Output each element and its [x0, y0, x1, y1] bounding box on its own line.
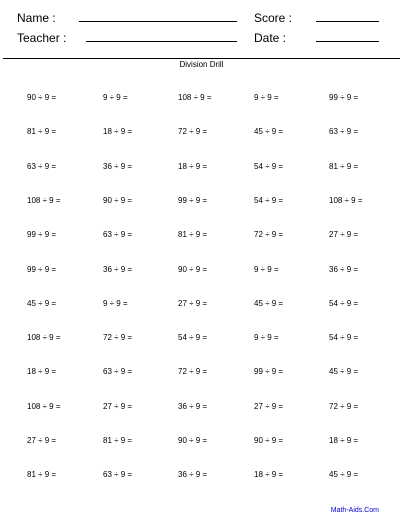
problem-r4-c1: 108 ÷ 9 = [27, 196, 61, 205]
score-label: Score : [254, 11, 293, 25]
problem-r11-c2: 81 ÷ 9 = [103, 436, 133, 445]
problem-r12-c3: 36 ÷ 9 = [178, 470, 208, 479]
problem-r8-c1: 108 ÷ 9 = [27, 333, 61, 342]
problem-r5-c3: 81 ÷ 9 = [178, 230, 208, 239]
problem-r12-c1: 81 ÷ 9 = [27, 470, 57, 479]
problem-r5-c2: 63 ÷ 9 = [103, 230, 133, 239]
problem-r7-c3: 27 ÷ 9 = [178, 299, 208, 308]
problem-r9-c1: 18 ÷ 9 = [27, 367, 57, 376]
problem-r7-c5: 54 ÷ 9 = [329, 299, 359, 308]
problem-r7-c1: 45 ÷ 9 = [27, 299, 57, 308]
problem-r8-c5: 54 ÷ 9 = [329, 333, 359, 342]
problem-r6-c3: 90 ÷ 9 = [178, 265, 208, 274]
problem-r9-c2: 63 ÷ 9 = [103, 367, 133, 376]
problem-r2-c2: 18 ÷ 9 = [103, 127, 133, 136]
date-label: Date : [254, 31, 287, 45]
problem-r3-c5: 81 ÷ 9 = [329, 162, 359, 171]
problem-r7-c4: 45 ÷ 9 = [254, 299, 284, 308]
problem-r4-c3: 99 ÷ 9 = [178, 196, 208, 205]
problem-r7-c2: 9 ÷ 9 = [103, 299, 128, 308]
problem-r3-c2: 36 ÷ 9 = [103, 162, 133, 171]
problem-r5-c1: 99 ÷ 9 = [27, 230, 57, 239]
problem-r4-c4: 54 ÷ 9 = [254, 196, 284, 205]
teacher-label: Teacher : [17, 31, 67, 45]
problem-r2-c1: 81 ÷ 9 = [27, 127, 57, 136]
problem-r3-c1: 63 ÷ 9 = [27, 162, 57, 171]
problem-r9-c5: 45 ÷ 9 = [329, 367, 359, 376]
problem-r10-c3: 36 ÷ 9 = [178, 402, 208, 411]
problem-r8-c3: 54 ÷ 9 = [178, 333, 208, 342]
problem-r4-c2: 90 ÷ 9 = [103, 196, 133, 205]
problem-r1-c5: 99 ÷ 9 = [329, 93, 359, 102]
problem-r2-c4: 45 ÷ 9 = [254, 127, 284, 136]
problem-r1-c2: 9 ÷ 9 = [103, 93, 128, 102]
problem-r4-c5: 108 ÷ 9 = [329, 196, 363, 205]
worksheet-title: Division Drill [179, 60, 224, 69]
problem-r8-c4: 9 ÷ 9 = [254, 333, 279, 342]
problem-r11-c4: 90 ÷ 9 = [254, 436, 284, 445]
problem-r3-c4: 54 ÷ 9 = [254, 162, 284, 171]
problem-r11-c5: 18 ÷ 9 = [329, 436, 359, 445]
problem-r2-c5: 63 ÷ 9 = [329, 127, 359, 136]
problem-r10-c4: 27 ÷ 9 = [254, 402, 284, 411]
problem-r9-c4: 99 ÷ 9 = [254, 367, 284, 376]
problem-r5-c4: 72 ÷ 9 = [254, 230, 284, 239]
name-label: Name : [17, 11, 56, 25]
problem-r12-c4: 18 ÷ 9 = [254, 470, 284, 479]
problem-r2-c3: 72 ÷ 9 = [178, 127, 208, 136]
problem-r6-c5: 36 ÷ 9 = [329, 265, 359, 274]
problem-r6-c4: 9 ÷ 9 = [254, 265, 279, 274]
problem-r10-c5: 72 ÷ 9 = [329, 402, 359, 411]
problem-r10-c2: 27 ÷ 9 = [103, 402, 133, 411]
problem-r11-c3: 90 ÷ 9 = [178, 436, 208, 445]
problem-r8-c2: 72 ÷ 9 = [103, 333, 133, 342]
footer-credit: Math-Aids.Com [330, 507, 379, 514]
problem-r6-c1: 99 ÷ 9 = [27, 265, 57, 274]
problem-r6-c2: 36 ÷ 9 = [103, 265, 133, 274]
problem-r11-c1: 27 ÷ 9 = [27, 436, 57, 445]
problem-r9-c3: 72 ÷ 9 = [178, 367, 208, 376]
problem-r1-c3: 108 ÷ 9 = [178, 93, 212, 102]
problem-r5-c5: 27 ÷ 9 = [329, 230, 359, 239]
problem-r1-c1: 90 ÷ 9 = [27, 93, 57, 102]
problem-r12-c2: 63 ÷ 9 = [103, 470, 133, 479]
problem-r3-c3: 18 ÷ 9 = [178, 162, 208, 171]
problem-r12-c5: 45 ÷ 9 = [329, 470, 359, 479]
problem-r10-c1: 108 ÷ 9 = [27, 402, 61, 411]
problem-r1-c4: 9 ÷ 9 = [254, 93, 279, 102]
